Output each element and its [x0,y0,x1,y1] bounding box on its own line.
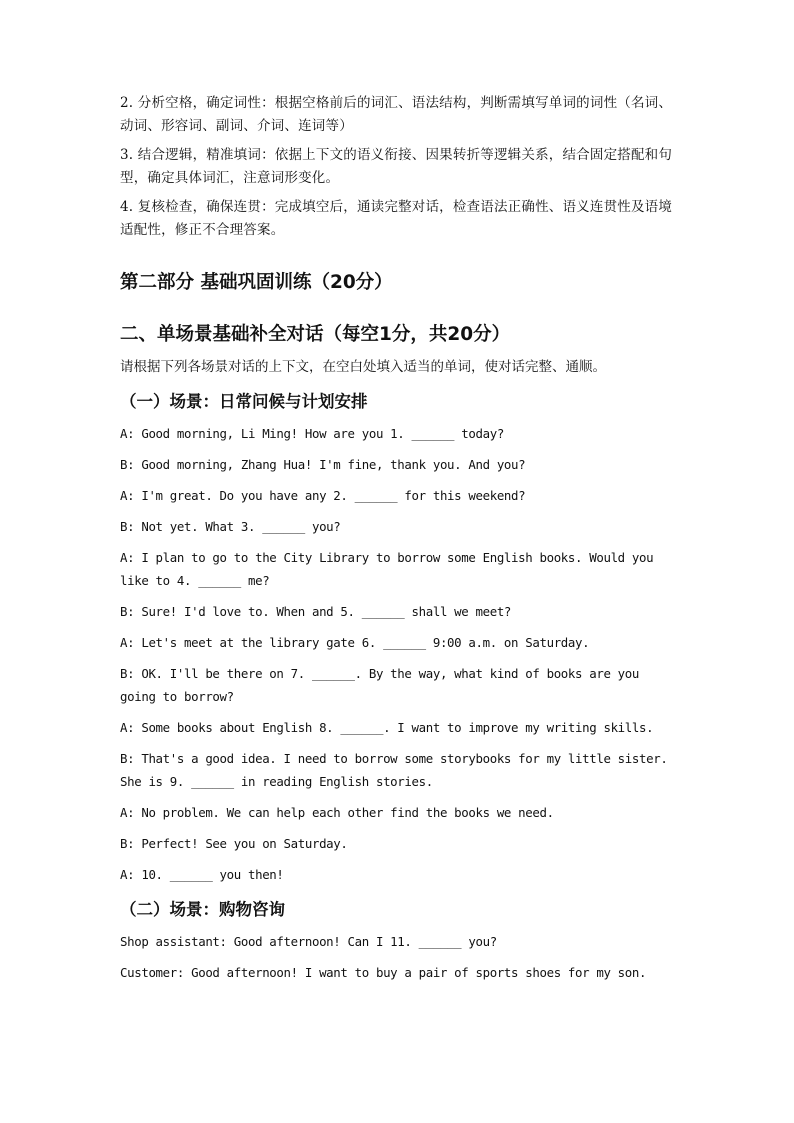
dialogue-line: A: No problem. We can help each other find the books we need. [120,805,554,820]
part-title: 第二部分 基础巩固训练（20分） [120,272,393,293]
step-4: 4. 复核检查，确保连贯：完成填空后，通读完整对话，检查语法正确性、语义连贯性及语境适配性，修正不合理答案。 [120,199,673,238]
dialogue-line: A: Let's meet at the library gate 6. ______ 9:00 a.m. on Saturday. [120,635,590,650]
dialogue-line: B: That's a good idea. I need to borrow some storybooks for my little sister. She is 9. ______ in reading English stories. [120,751,668,789]
document-page [120,92,676,992]
dialogue-line: B: Not yet. What 3. ______ you? [120,519,341,534]
scene-1 [120,390,676,886]
dialogue-line: A: I plan to go to the City Library to borrow some English books. Would you like to 4. ______ me? [120,550,654,588]
scene-2 [120,898,676,984]
dialogue-line: Customer: Good afternoon! I want to buy a pair of sports shoes for my son. [120,965,647,980]
dialogue-line: B: Good morning, Zhang Hua! I'm fine, thank you. And you? [120,457,526,472]
instructions: 请根据下列各场景对话的上下文，在空白处填入适当的单词，使对话完整、通顺。 [120,359,606,375]
method-steps [120,92,676,242]
dialogue-line: B: Perfect! See you on Saturday. [120,836,348,851]
step-3: 3. 结合逻辑，精准填词：依据上下文的语义衔接、因果转折等逻辑关系，结合固定搭配和句型，确定具体词汇，注意词形变化。 [120,147,673,186]
dialogue-line: A: 10. ______ you then! [120,867,284,882]
dialogue-line: B: OK. I'll be there on 7. ______. By the way, what kind of books are you going to borrow? [120,666,640,704]
dialogue-line: Shop assistant: Good afternoon! Can I 11. ______ you? [120,934,497,949]
dialogue-line: A: Some books about English 8. ______. I want to improve my writing skills. [120,720,654,735]
section-title: 二、单场景基础补全对话（每空1分，共20分） [120,324,511,345]
scene-1-title: （一）场景：日常问候与计划安排 [120,392,368,411]
dialogue-line: A: I'm great. Do you have any 2. ______ for this weekend? [120,488,526,503]
step-2: 2. 分析空格，确定词性：根据空格前后的词汇、语法结构，判断需填写单词的词性（名词、动词、形容词、副词、介词、连词等） [120,95,673,134]
dialogue-line: B: Sure! I'd love to. When and 5. ______ shall we meet? [120,604,512,619]
scene-2-title: （二）场景：购物咨询 [120,900,285,919]
dialogue-line: A: Good morning, Li Ming! How are you 1. ______ today? [120,426,504,441]
